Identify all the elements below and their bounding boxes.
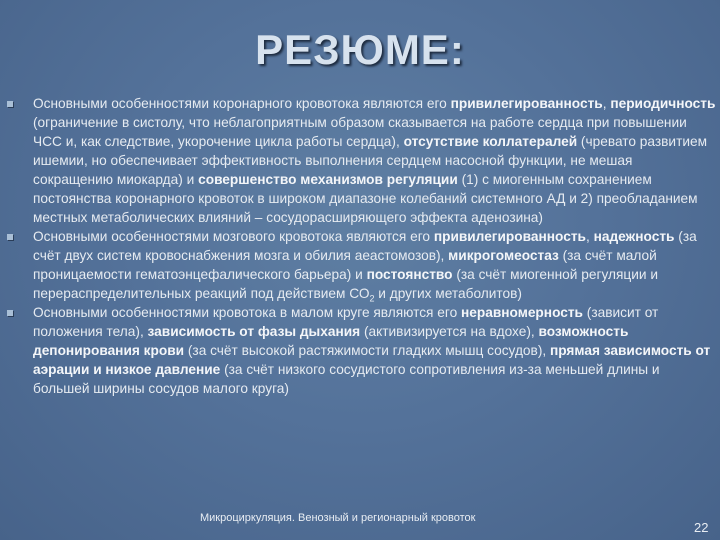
- bullet-text: [33, 303, 716, 398]
- bullet-text: [33, 94, 716, 227]
- bold-term: неравномерность: [460, 305, 583, 320]
- bullet-item: [0, 94, 720, 227]
- text-run: Основными особенностями мозгового кровотока являются его: [33, 229, 434, 244]
- text-run: (за счёт высокой растяжимости гладких мышц сосудов),: [184, 343, 550, 358]
- text-run: Основными особенностями кровотока в малом круге являются его: [33, 305, 461, 320]
- text-run: (чревато развитием ишемии, но обеспечивает эффективность выполнения сердцем насосной функции, не мешая сокращению миокарда) и: [33, 134, 708, 187]
- square-bullet-icon: [7, 101, 13, 107]
- bullet-item: [0, 303, 720, 398]
- bold-term: микрогомеостаз: [448, 248, 559, 263]
- bold-term: прямая зависимость от аэрации и низкое давление: [33, 343, 711, 377]
- bold-term: надежность: [593, 229, 675, 244]
- square-bullet-icon: [7, 310, 13, 316]
- text-run: (ограничение в систолу, что неблагоприятным образом сказывается на работе сердца при повышении ЧСС и, как следствие, укорочение цикла работы сердца),: [33, 115, 687, 149]
- text-run: (1) с миогенным сохранением постоянства коронарного кровоток в широком диапазоне колебаний системного АД и 2) преобладанием местных метаболических влияний – сосудорасширяющего эффекта аденозина): [33, 172, 698, 225]
- text-run: и других метаболитов): [374, 286, 522, 301]
- bullet-list: [0, 94, 720, 398]
- text-run: Основными особенностями коронарного кровотока являются его: [33, 96, 451, 111]
- bold-term: постоянство: [366, 267, 453, 282]
- text-run: (за счёт низкого сосудистого сопротивления из-за меньшей длины и большей ширины сосудов малого круга): [33, 362, 660, 396]
- text-run: (зависит от положения тела),: [33, 305, 659, 339]
- bold-term: возможность депонирования крови: [33, 324, 629, 358]
- text-run: ,: [585, 229, 594, 244]
- text-run: (активизируется на вдохе),: [360, 324, 539, 339]
- text-run: (за счёт двух систем кровоснабжения мозга и обилия аеастомозов),: [33, 229, 697, 263]
- bullet-item: [0, 227, 720, 303]
- bullet-text: [33, 227, 716, 303]
- bold-term: привилегированность: [433, 229, 586, 244]
- footer-caption: Микроциркуляция. Венозный и регионарный кровоток: [200, 512, 476, 524]
- text-run: (за счёт миогенной регуляции и перераспределительных реакций под действием СО: [33, 267, 658, 301]
- text-run: ,: [602, 96, 611, 111]
- bold-term: зависимость от фазы дыхания: [147, 324, 361, 339]
- bold-term: совершенство механизмов регуляции: [198, 172, 458, 187]
- text-run: (за счёт малой проницаемости гематоэнцефалического барьера) и: [33, 248, 657, 282]
- bold-term: отсутствие коллатералей: [403, 134, 578, 149]
- subscript: 2: [369, 293, 375, 304]
- slide-title: РЕЗЮМЕ:: [255, 26, 465, 73]
- page-number: 22: [694, 520, 709, 535]
- bold-term: привилегированность: [450, 96, 603, 111]
- bold-term: периодичность: [610, 96, 716, 111]
- square-bullet-icon: [7, 234, 13, 240]
